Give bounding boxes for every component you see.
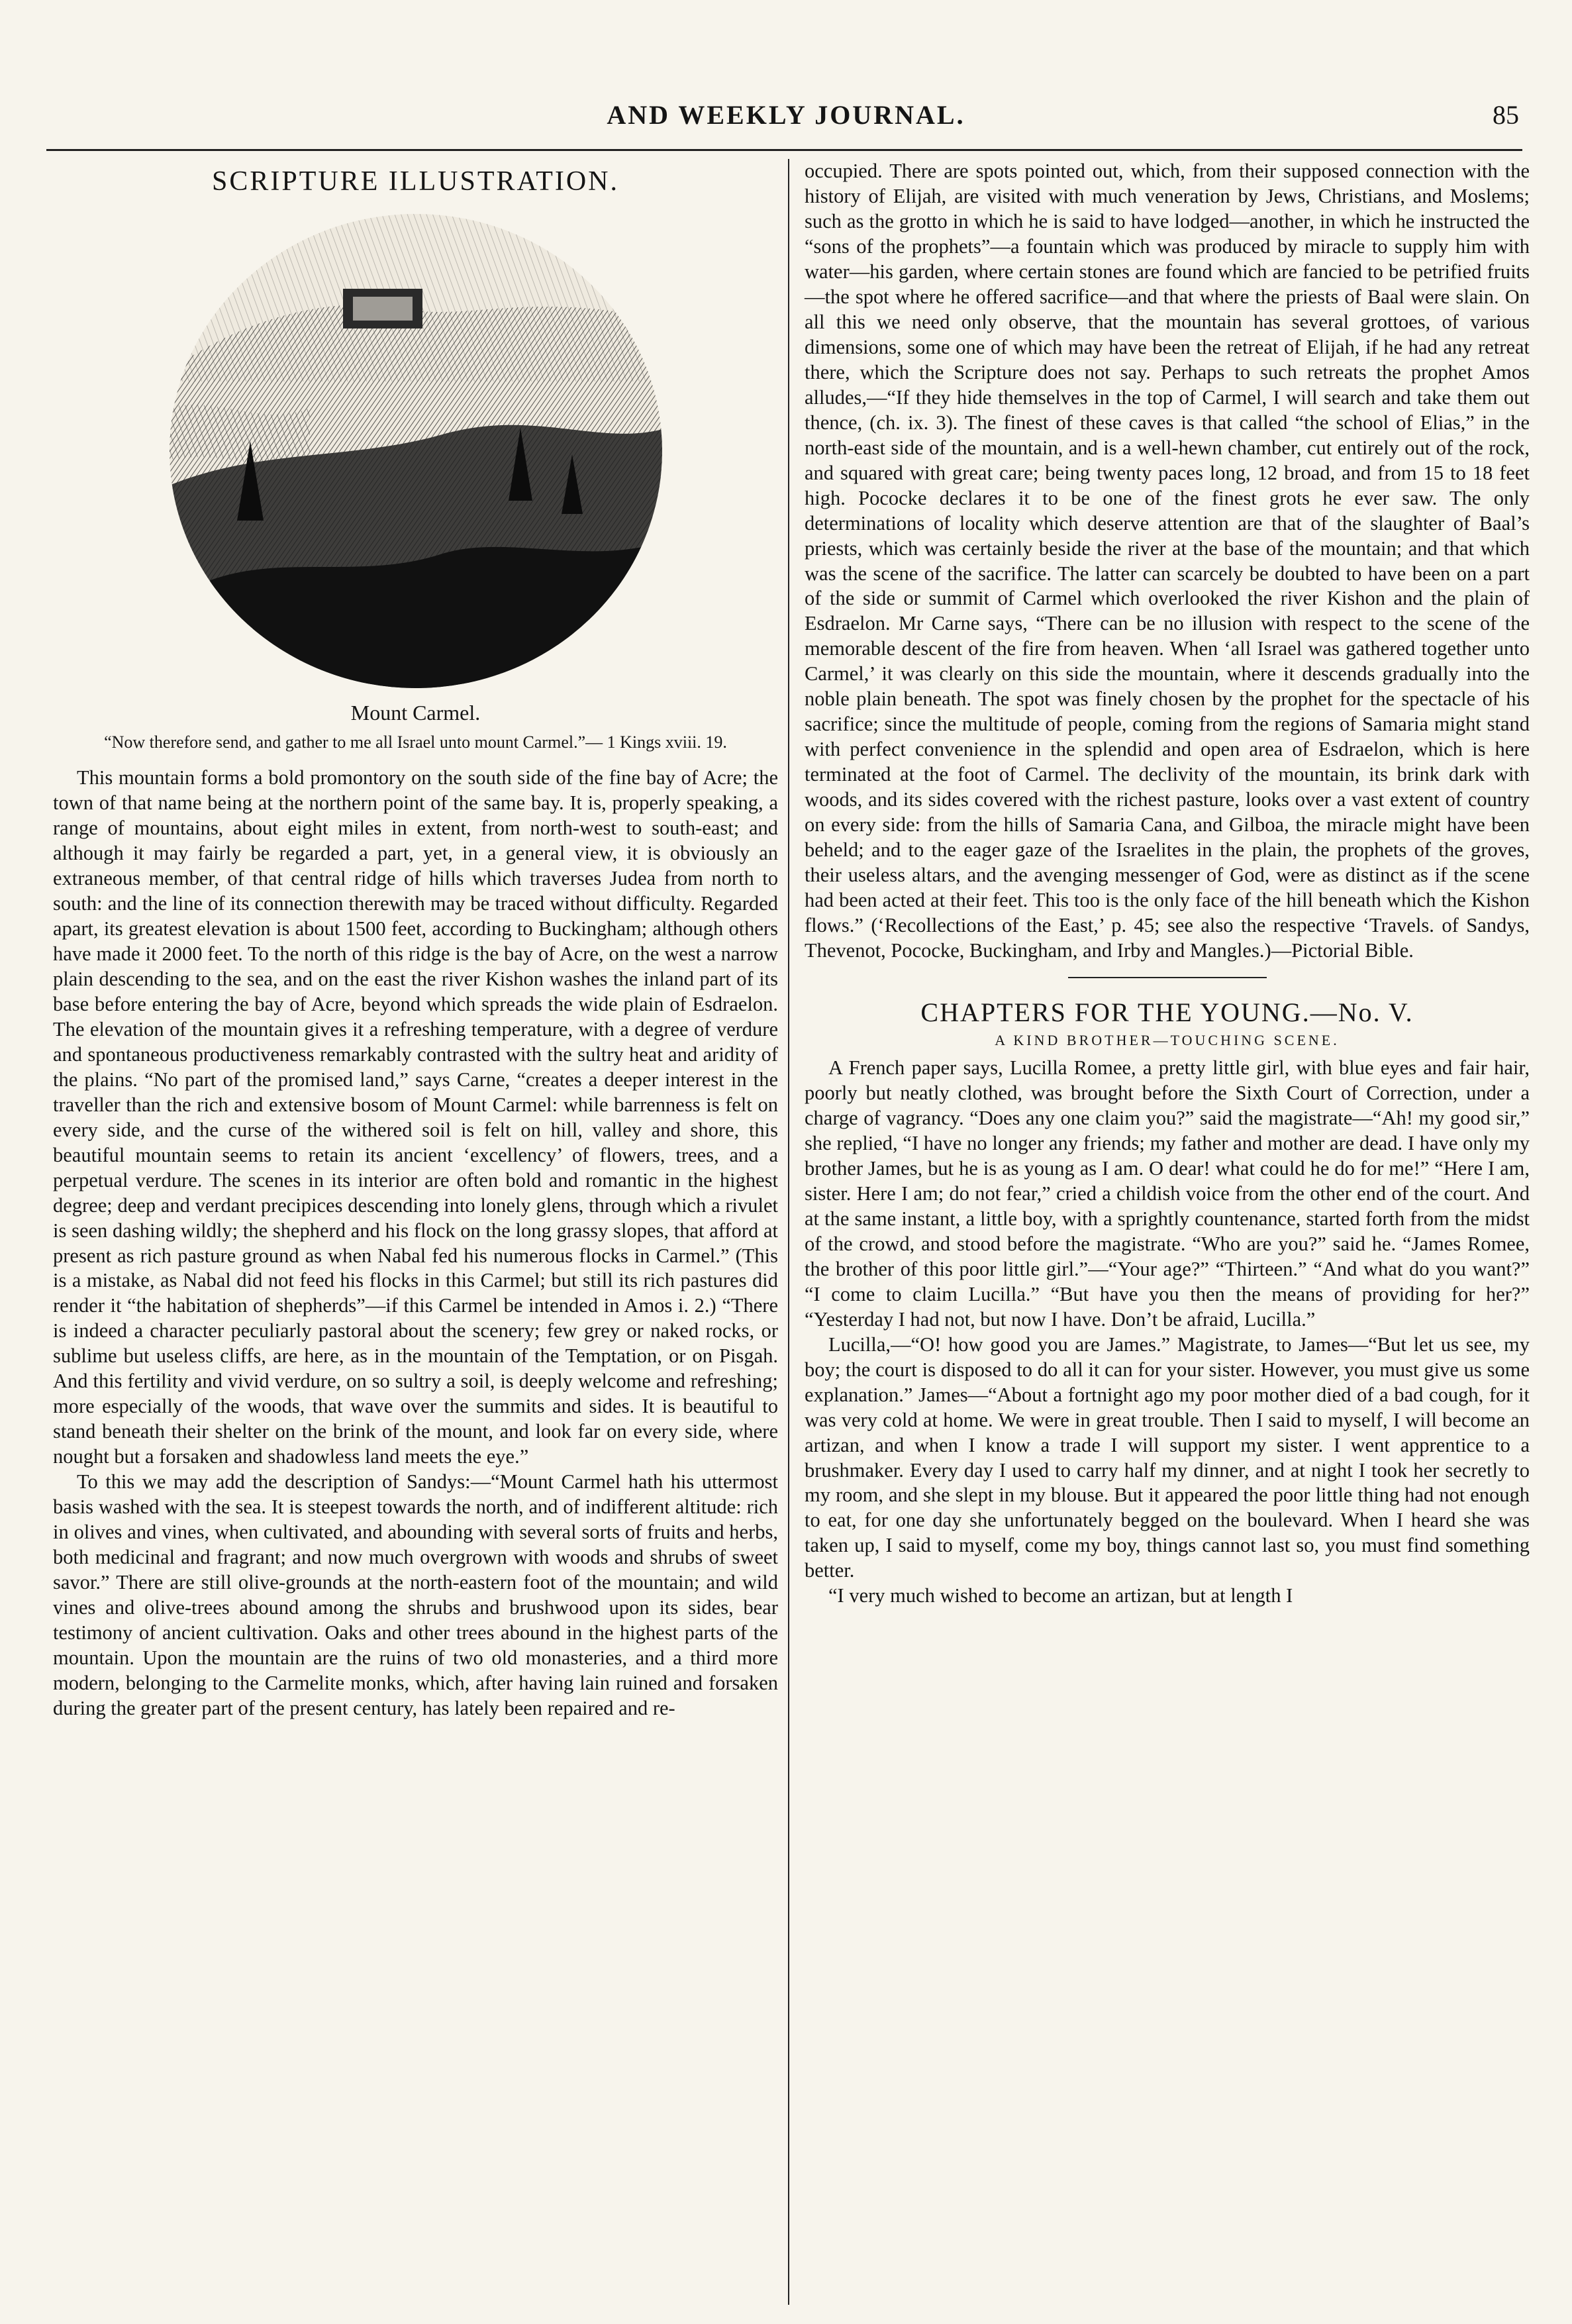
header-rule: [46, 149, 1522, 151]
running-head: AND WEEKLY JOURNAL.: [607, 100, 965, 130]
page-number: 85: [1493, 100, 1519, 130]
section-rule: [1068, 977, 1267, 978]
left-column: [53, 159, 778, 1721]
chapter-title: CHAPTERS FOR THE YOUNG.—No. V.: [920, 997, 1414, 1027]
chapter-paragraph: A French paper says, Lucilla Romee, a pretty little girl, with blue eyes and fair hair, poorly but neatly clothed, was brought before the Sixth Court of Correction, under a charge of vagrancy. “Does any one claim you?” said the magistrate—“Ah! my good sir,” she replied, “I have no longer any friends; my father and mother are dead. I have only my brother James, but he is as young as I am. O dear! what could he do for me!” “Here I am, sister. Here I am; do not fear,” cried a childish voice from the other end of the court. And at the same instant, a little boy, with a sprightly countenance, started forth from the midst of the crowd, and stood before the magistrate. “Who are you?” said he. “James Romee, the brother of this poor little girl.”—“Your age?” “Thirteen.” “And what do you want?” “I come to claim Lucilla.” “But have you then the means of providing for her?” “Yesterday I had not, but now I have. Don’t be afraid, Lucilla.”: [805, 1056, 1530, 1331]
caption-quote: “Now therefore send, and gather to me all Israel unto mount Carmel.”— 1 Kings xviii. 19.: [104, 733, 727, 752]
section-title: SCRIPTURE ILLUSTRATION.: [211, 166, 620, 197]
chapter-paragraph: Lucilla,—“O! how good you are James.” Magistrate, to James—“But let us see, my boy; the court is disposed to do all it can for your sister. However, you must give us some explanation.” James—“About a fortnight ago my poor mother died of a bad cough, for it was very cold at home. We were in great trouble. Then I said to myself, I will become an artizan, and when I know a trade I will support my sister. I went apprentice to a brushmaker. Every day I used to carry half my dinner, and at night I took her secretly to my room, and she slept in my blouse. But it appeared the poor little thing had not enough to eat, for one day she unfortunately begged on the boulevard. When I heard she was taken up, I said to myself, come my boy, things cannot last so, you must find something better.: [805, 1333, 1530, 1582]
chapter-paragraph: “I very much wished to become an artizan, but at length I: [828, 1584, 1293, 1607]
article-continuation: occupied. There are spots pointed out, which, from their supposed connection with the history of Elijah, are visited with much veneration by Jews, Christians, and Moslems; such as the grotto in which he is said to have lodged—another, in which he instructed the “sons of the prophets”—a fountain which was produced by miracle to supply him with water—his garden, where certain stones are found which are fancied to be petrified fruits—the spot where he offered sacrifice—and that where the priests of Baal were slain. On all this we need only observe, that the mountain has several grottoes, of various dimensions, some one of which may have been the retreat of Elijah, if he had any retreat there, which the Scripture does not say. Perhaps to such retreats the prophet Amos alludes,—“If they hide themselves in the top of Carmel, I will search and take them out thence, (ch. ix. 3). The finest of these caves is that called “the school of Elias,” in the north-east side of the mountain, and is a well-hewn chamber, cut entirely out of the rock, and squared with great care; being twenty paces long, 12 broad, and from 15 to 18 feet high. Pococke declares it to be one of the finest grots he ever saw. The only determinations of locality which deserve attention are that of the slaughter of Baal’s priests, which was certainly beside the river at the base of the mountain; and that which was the scene of the sacrifice. The latter can scarcely be doubted to have been on a part of the side or summit of Carmel which overlooked the river Kishon and the plain of Esdraelon. Mr Carne says, “There can be no illusion with respect to the scene of the memorable descent of the fire from heaven. When ‘all Israel was gathered together unto Carmel,’ it was clearly on this side the mountain, where it descends gradually into the noble plain beneath. The spot was finely chosen by the prophet for the spectacle of his sacrifice; since the multitude of people, coming from the regions of Samaria might stand with perfect convenience in the splendid and open area of Esdraelon, which is here terminated at the foot of Carmel. The declivity of the mountain, its brink dark with woods, and its sides covered with the richest pasture, looks over a vast extent of country on every side: from the hills of Samaria Cana, and Gilboa, the miracle might have been beheld; and to the eager gaze of the Israelites in the plain, the prophets of the groves, their useless altars, and the avenging messenger of God, were as distinct as if the scene had been acted at their feet. This too is the only face of the hill beneath which the Kishon flows.” (‘Recollections of the East,’ p. 45; see also the respective ‘Travels. of Sandys, Thevenot, Pococke, Buckingham, and Irby and Mangles.)—Pictorial Bible.: [805, 160, 1530, 962]
right-column: [805, 159, 1530, 1609]
chapter-subtitle: A KIND BROTHER—TOUCHING SCENE.: [995, 1032, 1340, 1048]
image-caption: Mount Carmel.: [350, 701, 481, 725]
column-divider: [788, 159, 789, 2305]
article-paragraph: This mountain forms a bold promontory on the south side of the fine bay of Acre; the town of that name being at the northern point of the same bay. It is, properly speaking, a range of mountains, about eight miles in extent, from north-west to south-east; and although it may fairly be regarded a part, yet, in a general view, it is obviously an extraneous member, of that central ridge of hills which traverses Judea from north to south: and the line of its connection therewith may be traced without difficulty. Regarded apart, its greatest elevation is about 1500 feet, according to Buckingham; although others have made it 2000 feet. To the north of this ridge is the bay of Acre, on the west a narrow plain descending to the sea, and on the east the river Kishon washes the inland part of its base before entering the bay of Acre, beyond which spreads the wide plain of Esdraelon. The elevation of the mountain gives it a refreshing temperature, with a degree of verdure and spontaneous productiveness remarkably contrasted with the sultry heat and aridity of the plains. “No part of the promised land,” says Carne, “creates a deeper interest in the traveller than the rich and extensive bosom of Mount Carmel: while barrenness is felt on every side, and the curse of the withered soil is felt on hill, valley and shore, this beautiful mountain seems to retain its ancient ‘excellency’ of flowers, trees, and a perpetual verdure. The scenes in its interior are often bold and romantic in the highest degree; deep and verdant precipices descending into lonely glens, through which a rivulet is seen dashing wildly; the shepherd and his flock on the long grassy slopes, that afford at present as rich pasture ground as when Nabal fed his numerous flocks in Carmel.” (This is a mistake, as Nabal did not feed his flocks in this Carmel; but still its rich pastures did render it “the habitation of shepherds”—if this Carmel be intended in Amos i. 2.) “There is indeed a character peculiarly pastoral about the scenery; few grey or naked rocks, or sublime but useless cliffs, are here, as in the mountain of the Temptation, or on Pisgah. And this fertility and vivid verdure, on so sultry a soil, is deeply welcome and refreshing; more especially of the woods, that wave over the summits and sides. It is beautiful to stand beneath their shelter on the brink of the mount, and look far on every side, where nought but a forsaken and shadowless land meets the eye.”: [53, 766, 778, 1468]
article-paragraph: To this we may add the description of Sandys:—“Mount Carmel hath his uttermost basis washed with the sea. It is steepest towards the north, and of indifferent altitude: rich in olives and vines, when cultivated, and abounding with several sorts of fruits and herbs, both medicinal and fragrant; and now much overgrown with woods and shrubs of sweet savor.” There are still olive-grounds at the north-eastern foot of the mountain; and wild vines and olive-trees abound among the shrubs and brushwood upon its sides, bear testimony of ancient cultivation. Oaks and other trees abound in the highest parts of the mountain. Upon the mountain are the ruins of two old monasteries, and a third more modern, belonging to the Carmelite monks, which, after having lain ruined and forsaken during the greater part of the present century, has lately been repaired and re-: [53, 1470, 778, 1719]
mount-carmel-engraving: [164, 209, 667, 693]
